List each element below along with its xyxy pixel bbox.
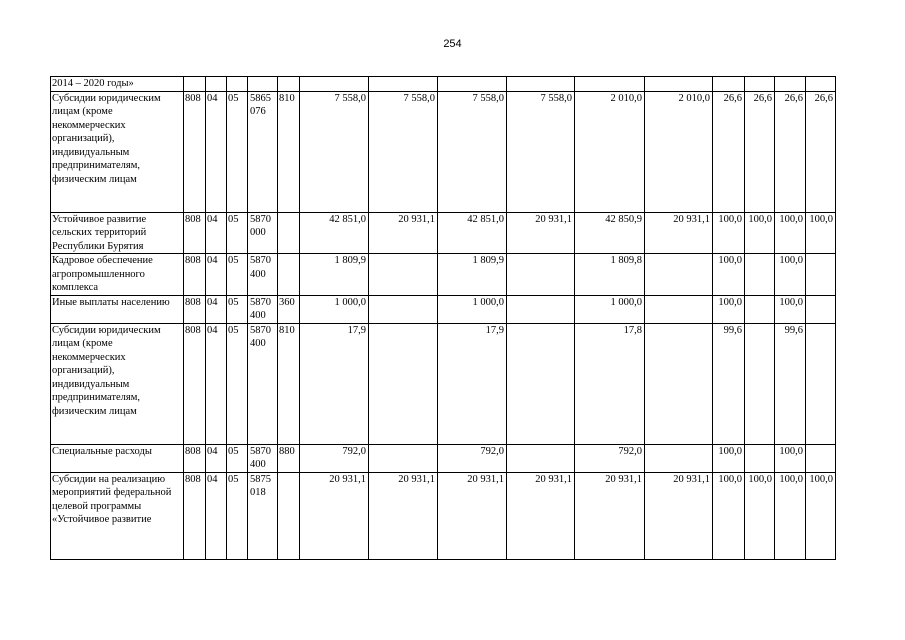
amount-cell-5: 17,8 xyxy=(575,323,645,444)
expense-type-cell: 810 xyxy=(278,323,300,444)
table-row xyxy=(51,254,836,296)
amount-cell-1: 1 809,9 xyxy=(300,254,369,296)
amount-cell-3: 42 851,0 xyxy=(438,212,507,254)
table-row xyxy=(51,472,836,559)
amount-cell-1 xyxy=(300,77,369,92)
subsection-code-cell: 05 xyxy=(227,323,248,444)
grbs-code-cell: 808 xyxy=(184,91,206,212)
target-article-cell: 5870 400 xyxy=(248,444,278,472)
row-name-cell: Кадровое обеспечение агропромышленного комплекса xyxy=(51,254,184,296)
percent-cell-2: 26,6 xyxy=(745,91,775,212)
percent-cell-2: 100,0 xyxy=(745,212,775,254)
section-code-cell: 04 xyxy=(206,212,227,254)
row-name-cell: Специальные расходы xyxy=(51,444,184,472)
percent-cell-3: 100,0 xyxy=(775,295,806,323)
expense-type-cell: 880 xyxy=(278,444,300,472)
amount-cell-6 xyxy=(645,77,713,92)
amount-cell-2: 20 931,1 xyxy=(369,212,438,254)
percent-cell-2 xyxy=(745,77,775,92)
percent-cell-4 xyxy=(806,444,836,472)
percent-cell-4 xyxy=(806,295,836,323)
amount-cell-2: 20 931,1 xyxy=(369,472,438,559)
subsection-code-cell: 05 xyxy=(227,254,248,296)
amount-cell-5 xyxy=(575,77,645,92)
amount-cell-4 xyxy=(507,323,575,444)
amount-cell-2 xyxy=(369,323,438,444)
percent-cell-1: 26,6 xyxy=(713,91,745,212)
percent-cell-3: 100,0 xyxy=(775,444,806,472)
percent-cell-3 xyxy=(775,77,806,92)
grbs-code-cell: 808 xyxy=(184,212,206,254)
percent-cell-1: 100,0 xyxy=(713,254,745,296)
section-code-cell: 04 xyxy=(206,254,227,296)
row-name-cell: Субсидии юридическим лицам (кроме некоммерческих организаций), индивидуальным предпринимателям, физическим лицам xyxy=(51,323,184,444)
percent-cell-1: 100,0 xyxy=(713,212,745,254)
amount-cell-3: 792,0 xyxy=(438,444,507,472)
percent-cell-1: 99,6 xyxy=(713,323,745,444)
row-name-cell: Устойчивое развитие сельских территорий Республики Бурятия xyxy=(51,212,184,254)
expense-type-cell: 810 xyxy=(278,91,300,212)
percent-cell-1: 100,0 xyxy=(713,472,745,559)
section-code-cell: 04 xyxy=(206,472,227,559)
amount-cell-4: 20 931,1 xyxy=(507,472,575,559)
amount-cell-6 xyxy=(645,295,713,323)
amount-cell-5: 20 931,1 xyxy=(575,472,645,559)
section-code-cell: 04 xyxy=(206,91,227,212)
expense-type-cell xyxy=(278,77,300,92)
percent-cell-4: 100,0 xyxy=(806,472,836,559)
subsection-code-cell xyxy=(227,77,248,92)
grbs-code-cell: 808 xyxy=(184,254,206,296)
percent-cell-2 xyxy=(745,323,775,444)
budget-table xyxy=(50,76,836,560)
table-row xyxy=(51,295,836,323)
amount-cell-3: 20 931,1 xyxy=(438,472,507,559)
percent-cell-4: 26,6 xyxy=(806,91,836,212)
amount-cell-6: 2 010,0 xyxy=(645,91,713,212)
percent-cell-2 xyxy=(745,295,775,323)
percent-cell-3: 100,0 xyxy=(775,254,806,296)
amount-cell-6: 20 931,1 xyxy=(645,472,713,559)
amount-cell-2 xyxy=(369,77,438,92)
table-row xyxy=(51,444,836,472)
amount-cell-5: 2 010,0 xyxy=(575,91,645,212)
table-row xyxy=(51,77,836,92)
percent-cell-4: 100,0 xyxy=(806,212,836,254)
row-name-cell: 2014 – 2020 годы» xyxy=(51,77,184,92)
subsection-code-cell: 05 xyxy=(227,472,248,559)
amount-cell-5: 1 809,8 xyxy=(575,254,645,296)
section-code-cell: 04 xyxy=(206,323,227,444)
table-row xyxy=(51,212,836,254)
percent-cell-1: 100,0 xyxy=(713,295,745,323)
percent-cell-2 xyxy=(745,254,775,296)
target-article-cell: 5870 400 xyxy=(248,254,278,296)
target-article-cell: 5870 000 xyxy=(248,212,278,254)
amount-cell-2 xyxy=(369,254,438,296)
target-article-cell: 5865 076 xyxy=(248,91,278,212)
percent-cell-2 xyxy=(745,444,775,472)
amount-cell-5: 792,0 xyxy=(575,444,645,472)
amount-cell-4 xyxy=(507,77,575,92)
amount-cell-6 xyxy=(645,254,713,296)
table-row xyxy=(51,91,836,212)
expense-type-cell xyxy=(278,212,300,254)
expense-type-cell xyxy=(278,472,300,559)
amount-cell-4 xyxy=(507,295,575,323)
target-article-cell: 5870 400 xyxy=(248,295,278,323)
grbs-code-cell: 808 xyxy=(184,323,206,444)
amount-cell-3: 17,9 xyxy=(438,323,507,444)
percent-cell-3: 99,6 xyxy=(775,323,806,444)
amount-cell-3: 1 809,9 xyxy=(438,254,507,296)
amount-cell-1: 20 931,1 xyxy=(300,472,369,559)
grbs-code-cell: 808 xyxy=(184,444,206,472)
grbs-code-cell: 808 xyxy=(184,472,206,559)
percent-cell-3: 100,0 xyxy=(775,212,806,254)
amount-cell-1: 17,9 xyxy=(300,323,369,444)
expense-type-cell: 360 xyxy=(278,295,300,323)
subsection-code-cell: 05 xyxy=(227,212,248,254)
target-article-cell: 5875 018 xyxy=(248,472,278,559)
amount-cell-4: 7 558,0 xyxy=(507,91,575,212)
grbs-code-cell xyxy=(184,77,206,92)
amount-cell-4: 20 931,1 xyxy=(507,212,575,254)
amount-cell-1: 42 851,0 xyxy=(300,212,369,254)
row-name-cell: Субсидии на реализацию мероприятий федеральной целевой программы «Устойчивое развитие xyxy=(51,472,184,559)
percent-cell-4 xyxy=(806,77,836,92)
percent-cell-2: 100,0 xyxy=(745,472,775,559)
amount-cell-3: 1 000,0 xyxy=(438,295,507,323)
amount-cell-5: 42 850,9 xyxy=(575,212,645,254)
amount-cell-6 xyxy=(645,323,713,444)
table-row xyxy=(51,323,836,444)
amount-cell-2: 7 558,0 xyxy=(369,91,438,212)
expense-type-cell xyxy=(278,254,300,296)
percent-cell-3: 26,6 xyxy=(775,91,806,212)
table-body xyxy=(51,77,836,560)
amount-cell-1: 792,0 xyxy=(300,444,369,472)
amount-cell-1: 1 000,0 xyxy=(300,295,369,323)
grbs-code-cell: 808 xyxy=(184,295,206,323)
subsection-code-cell: 05 xyxy=(227,444,248,472)
amount-cell-5: 1 000,0 xyxy=(575,295,645,323)
amount-cell-2 xyxy=(369,295,438,323)
section-code-cell xyxy=(206,77,227,92)
amount-cell-6: 20 931,1 xyxy=(645,212,713,254)
percent-cell-1 xyxy=(713,77,745,92)
percent-cell-4 xyxy=(806,323,836,444)
percent-cell-1: 100,0 xyxy=(713,444,745,472)
percent-cell-4 xyxy=(806,254,836,296)
amount-cell-1: 7 558,0 xyxy=(300,91,369,212)
amount-cell-4 xyxy=(507,444,575,472)
amount-cell-3 xyxy=(438,77,507,92)
amount-cell-6 xyxy=(645,444,713,472)
section-code-cell: 04 xyxy=(206,444,227,472)
amount-cell-4 xyxy=(507,254,575,296)
page-number: 254 xyxy=(443,38,462,50)
row-name-cell: Субсидии юридическим лицам (кроме некоммерческих организаций), индивидуальным предпринимателям, физическим лицам xyxy=(51,91,184,212)
row-name-cell: Иные выплаты населению xyxy=(51,295,184,323)
amount-cell-2 xyxy=(369,444,438,472)
target-article-cell xyxy=(248,77,278,92)
subsection-code-cell: 05 xyxy=(227,295,248,323)
target-article-cell: 5870 400 xyxy=(248,323,278,444)
amount-cell-3: 7 558,0 xyxy=(438,91,507,212)
subsection-code-cell: 05 xyxy=(227,91,248,212)
section-code-cell: 04 xyxy=(206,295,227,323)
percent-cell-3: 100,0 xyxy=(775,472,806,559)
